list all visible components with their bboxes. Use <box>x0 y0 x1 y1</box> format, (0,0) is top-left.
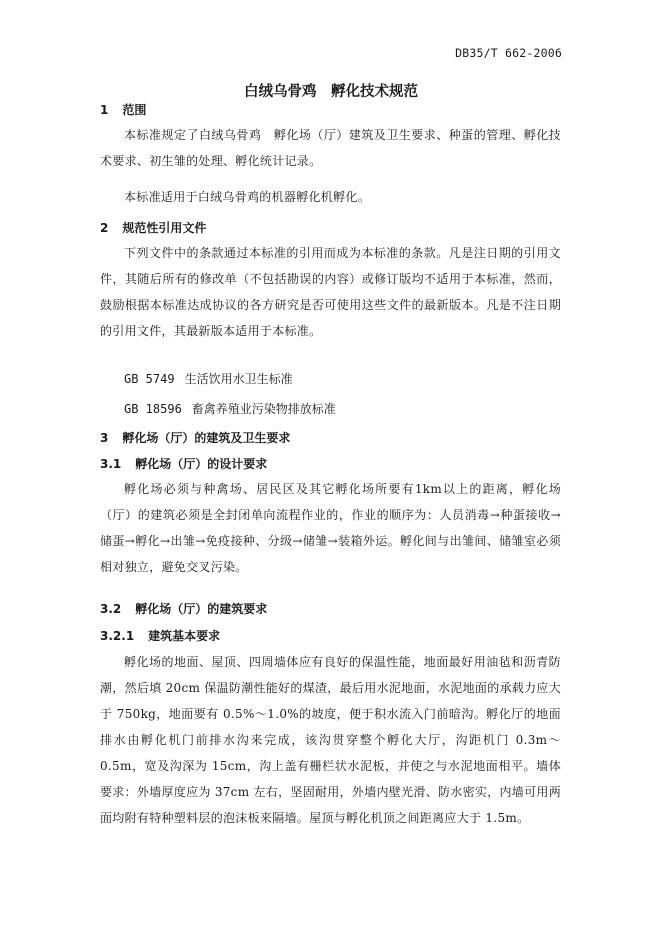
section-title: 孵化场（厅）的设计要求 <box>135 457 268 471</box>
reference-item <box>124 400 336 417</box>
section-number: 3.2 <box>100 602 122 616</box>
section-number: 3.2.1 <box>100 629 135 643</box>
reference-item <box>124 370 293 387</box>
section-title: 孵化场（厅）的建筑要求 <box>135 602 268 616</box>
section-1-paragraph-1: 本标准规定了白绒乌骨鸡 孵化场（厅）建筑及卫生要求、种蛋的管理、孵化技术要求、初生雏的处理、孵化统计记录。 <box>100 128 561 168</box>
section-title: 范围 <box>122 103 147 117</box>
section-1-heading <box>100 101 146 118</box>
section-title: 建筑基本要求 <box>148 629 221 643</box>
section-3-2-1-heading <box>100 627 220 644</box>
reference-title: 畜禽养殖业污染物排放标准 <box>191 402 336 416</box>
standard-code: DB35/T 662-2006 <box>455 46 562 60</box>
section-2-heading <box>100 219 206 236</box>
section-3-heading <box>100 429 290 446</box>
section-number: 1 <box>100 103 109 117</box>
section-1-paragraph-2: 本标准适用于白绒乌骨鸡的机器孵化机孵化。 <box>124 190 371 204</box>
section-3-2-1-paragraph-1: 孵化场的地面、屋顶、四周墙体应有良好的保温性能，地面最好用油毡和沥青防潮，然后填 20cm 保温防潮性能好的煤渣，最后用水泥地面，水泥地面的承载力应大于 750kg，地面要有 0.5%～1.0%的坡度，便于积水流入门前暗沟。孵化厅的地面排水由孵化机门前排水沟来完成，该沟贯穿整个孵化大厅，沟距机门 0.3m～0.5m，宽及沟深为 15cm，沟上盖有栅栏状水泥板，并使之与水泥地面相平。墙体要求：外墙厚度应为 37cm 左右，坚固耐用，外墙内壁光滑、防水密实，内墙可用两面均附有特种塑料层的泡沫板来隔墙。屋顶与孵化机顶之间距离应大于 1.5m。 <box>100 655 562 825</box>
section-2-paragraph-1: 下列文件中的条款通过本标准的引用而成为本标准的条款。凡是注日期的引用文件，其随后所有的修改单（不包括勘误的内容）或修订版均不适用于本标准，然而，鼓励根据本标准达成协议的各方研究是否可使用这些文件的最新版本。凡是不注日期的引用文件，其最新版本适用于本标准。 <box>100 246 561 338</box>
section-3-1-heading <box>100 455 267 472</box>
section-title: 孵化场（厅）的建筑及卫生要求 <box>122 431 291 445</box>
section-number: 3 <box>100 431 109 445</box>
section-title: 规范性引用文件 <box>122 221 207 235</box>
document-title: 白绒乌骨鸡 孵化技术规范 <box>244 84 418 100</box>
section-3-1-paragraph-1: 孵化场必须与种禽场、居民区及其它孵化场所要有1km以上的距离，孵化场（厅）的建筑必须是全封闭单向流程作业的，作业的顺序为：人员消毒→种蛋接收→储蛋→孵化→出雏→免疫接种、分级→储雏→装箱外运。孵化间与出雏间、储雏室必须相对独立，避免交叉污染。 <box>100 482 561 574</box>
section-3-2-heading <box>100 600 267 617</box>
reference-title: 生活饮用水卫生标准 <box>184 372 293 386</box>
reference-code: GB 5749 <box>124 372 175 386</box>
section-number: 3.1 <box>100 457 122 471</box>
reference-code: GB 18596 <box>124 402 182 416</box>
section-number: 2 <box>100 221 109 235</box>
